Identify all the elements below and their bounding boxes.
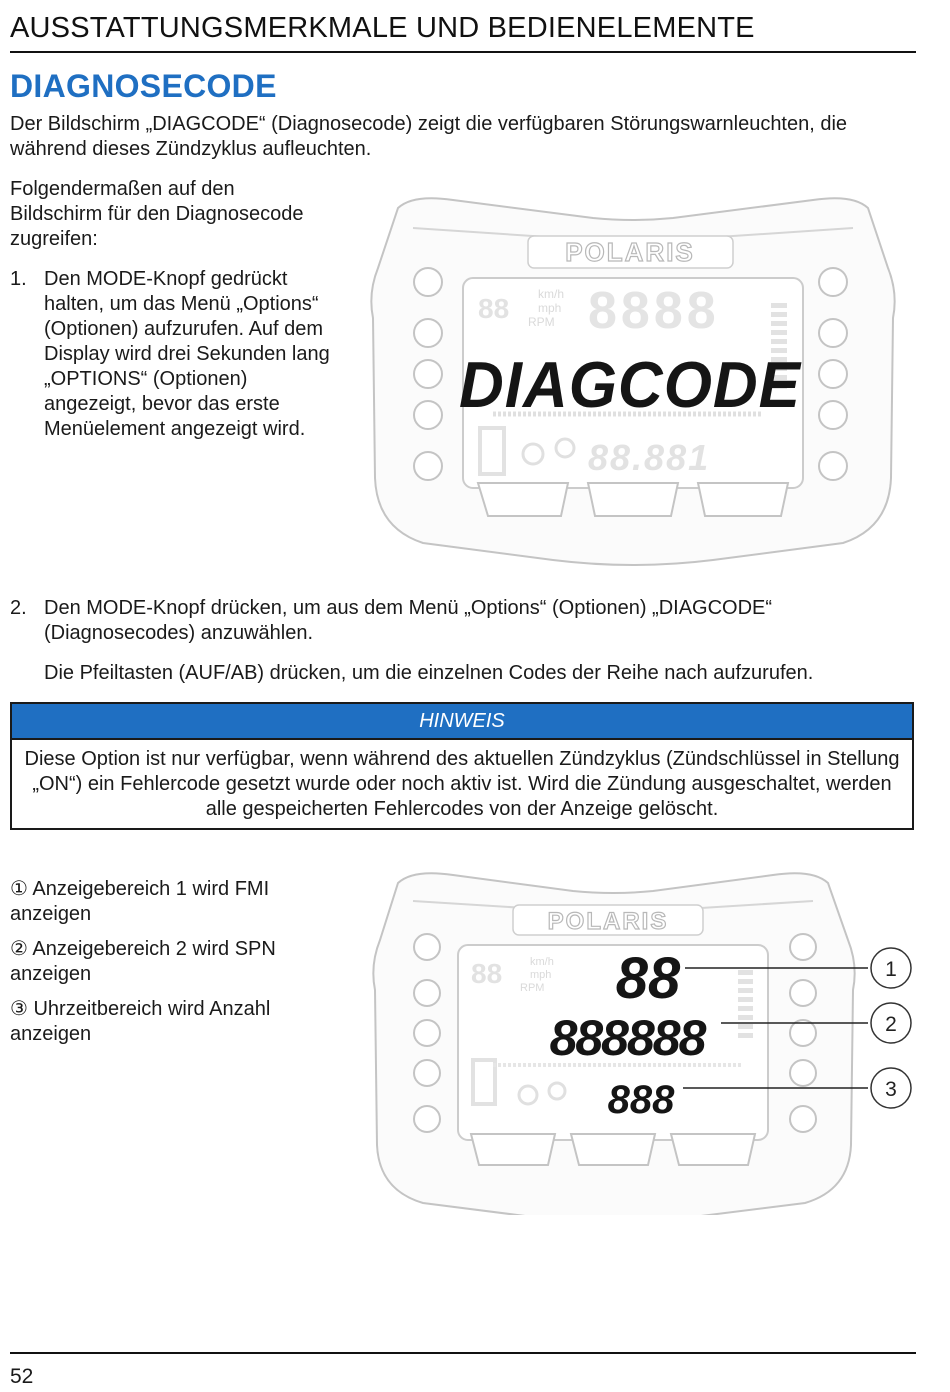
- step-number: 1.: [10, 268, 27, 290]
- access-intro-paragraph: Folgendermaßen auf den Bildschirm für den Diagnosecode zugreifen:: [10, 178, 304, 250]
- callout-number-2: 2: [885, 1013, 897, 1036]
- step-text: Den MODE-Knopf gedrückt halten, um das Menü „Options“ (Optionen) aufzurufen. Auf dem Display wird drei Sekunden lang „OPTIONS“ (Optionen) angezeigt, bevor das erste Menüelement angezeigt wird.: [44, 268, 330, 440]
- brand-logo: POLARIS: [565, 237, 695, 267]
- gauge-button-left: [478, 483, 568, 516]
- diagcode-display-text: DIAGCODE: [458, 348, 802, 422]
- gauge-button-left: [471, 1134, 555, 1165]
- section-title: DIAGNOSECODE: [10, 68, 277, 104]
- legend-item-1: ① Anzeigebereich 1 wird FMI anzeigen: [10, 878, 270, 925]
- step-number: 2.: [10, 597, 27, 619]
- notice-label: HINWEIS: [12, 704, 912, 740]
- unit-mph: mph: [538, 301, 562, 315]
- ghost-gear-digits: 88: [478, 293, 510, 324]
- step-2-note: Die Pfeiltasten (AUF/AB) drücken, um die einzelnen Codes der Reihe nach aufzurufen.: [44, 662, 814, 684]
- gauge-button-mode: [571, 1134, 655, 1165]
- unit-mph: mph: [530, 969, 552, 981]
- ghost-gear-digits: 88: [471, 958, 503, 989]
- brand-logo: POLARIS: [547, 908, 669, 935]
- display-area-3: 888: [607, 1078, 675, 1122]
- gauge-display-areas-figure: [343, 855, 933, 1215]
- step-text: Den MODE-Knopf drücken, um aus dem Menü „Options“ (Optionen) „DIAGCODE“ (Diagnosecodes) anzuwählen.: [44, 597, 773, 644]
- callout-number-1: 1: [885, 958, 897, 981]
- unit-rpm: RPM: [528, 315, 555, 329]
- callout-number-3: 3: [885, 1078, 897, 1101]
- legend-item-2: ② Anzeigebereich 2 wird SPN anzeigen: [10, 938, 276, 985]
- page-number: 52: [10, 1365, 34, 1388]
- gauge-button-right: [698, 483, 788, 516]
- gauge-diagcode-figure: [343, 178, 923, 570]
- gauge-button-mode: [588, 483, 678, 516]
- indicator-light: [414, 268, 442, 296]
- display-area-2: 888888: [549, 1010, 705, 1066]
- display-area-1: 88: [615, 946, 681, 1011]
- unit-kmh: km/h: [530, 956, 554, 968]
- legend-item-3: ③ Uhrzeitbereich wird Anzahl anzeigen: [10, 998, 271, 1045]
- notice-text: Diese Option ist nur verfügbar, wenn während des aktuellen Zündzyklus (Zündschlüssel in Stellung „ON“) ein Fehlercode gesetzt wurde oder noch aktiv ist. Wird die Zündung ausgeschaltet, werden alle gespeicherten Fehlercodes von der Anzeige gelöscht.: [24, 748, 900, 820]
- ghost-top-digits: 8888: [588, 282, 720, 340]
- footer-divider: [10, 1352, 916, 1354]
- notice-box: [10, 702, 914, 830]
- ghost-odometer: 88.881: [588, 437, 711, 478]
- gauge-button-right: [671, 1134, 755, 1165]
- page-header: AUSSTATTUNGSMERKMALE UND BEDIENELEMENTE: [10, 12, 916, 53]
- intro-paragraph: Der Bildschirm „DIAGCODE“ (Diagnosecode) zeigt die verfügbaren Störungswarnleuchten, die während dieses Zündzyklus aufleuchten.: [10, 113, 848, 160]
- unit-rpm: RPM: [520, 982, 545, 994]
- unit-kmh: km/h: [538, 287, 565, 301]
